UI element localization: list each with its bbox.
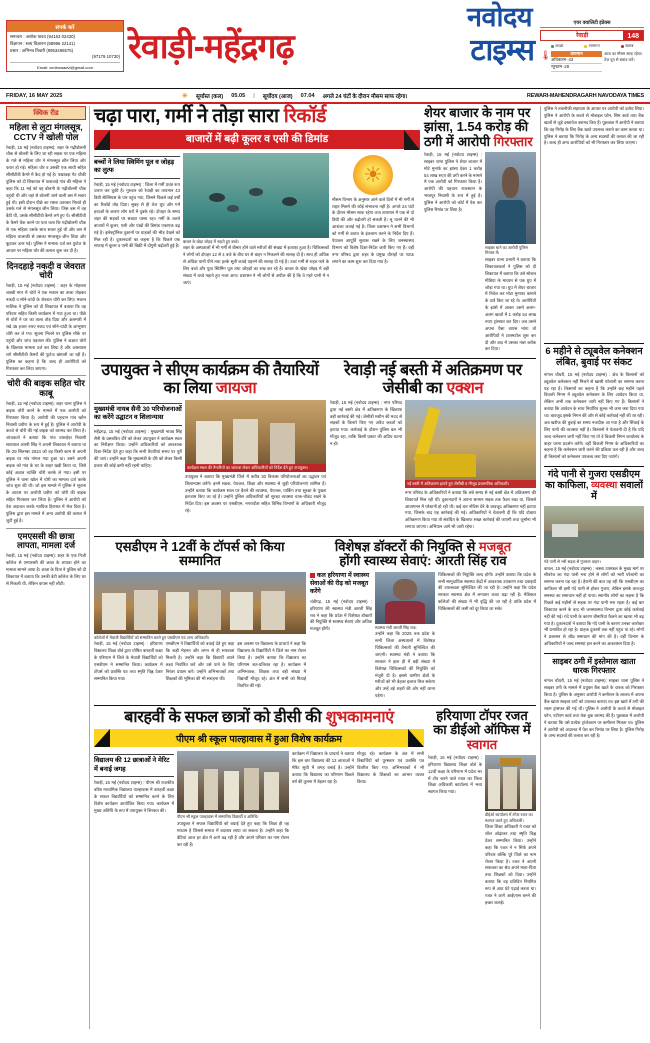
fraud-col-2	[485, 152, 536, 353]
headline-text: गंदे पानी से गुजरा एसडीएम का काफिला,	[545, 469, 640, 492]
aqi-value: 148	[623, 31, 643, 40]
story-sdm-convoy	[544, 470, 644, 648]
health-bullet-text: कल हरियाणा में स्वास्थ्य सेवाओं की रीढ़ को मजबूत करेंगे	[310, 571, 370, 596]
brief-body: रेवाड़ी, 15 मई (नवोदय टाइम्स) : शहर के मोहल्ला शास्त्री नगर में चोरों ने एक मकान का ताला तोड़कर नकदी व सोने-चांदी के जेवरात चोरी कर लिए। मकान मालिक ने पुलिस को दी शिकायत में बताया कि वह परिवार सहित किसी कार्यक्रम में गया हुआ था। पीछे से चोरों ने घर का ताला तोड़ दिया और अलमारी में रखे 45 हजार रुपए नकद एवं सोने-चांदी के आभूषण चोरी कर ले गए। सूचना मिलने पर पुलिस मौके पर पहुंची और जांच पड़ताल की। पुलिस ने अज्ञात चोरों के खिलाफ मामला दर्ज कर लिया है और आसपास लगे सीसीटीवी कैमरों की फुटेज खंगाली जा रही है। पुलिस का कहना है कि जल्द ही आरोपियों को गिरफ्तार कर लिया जाएगा।	[6, 283, 86, 371]
wishes-col3-text: कार्यक्रम में विद्यालय के प्राचार्य ने बताया कि इस बार विद्यालय की 12 छात्राओं ने मेरिट सूची में जगह बनाई है। उन्होंने बताया कि विद्यालय का परिणाम पिछले वर्ष की तुलना में बेहतर रहा है।	[292, 751, 354, 784]
contact-row: (97179 10730)	[92, 54, 120, 60]
headline-text: उपायुक्त ने सीएम कार्यक्रम की तैयारियों का लिया	[101, 362, 319, 397]
story-jcb-encroachment	[330, 362, 536, 531]
wishes-col1-text: रेवाड़ी, 15 मई (नवोदय टाइम्स) : पीएम श्री राजकीय वरिष्ठ माध्यमिक विद्यालय पाल्हावास में बारहवीं कक्षा के सफल विद्यार्थियों को सम्मानित करने के लिए विशेष कार्यक्रम आयोजित किया गया। कार्यक्रम में मुख्य अतिथि के रूप में उपायुक्त ने शिरकत की।	[94, 780, 174, 813]
third-band	[94, 540, 536, 700]
headline-text: शेयर बाजार के नाम पर झांसा, 1.54 करोड़ की ठगी में आरोपी	[424, 105, 531, 149]
sdm-col3-text: इस अवसर पर विद्यालय के प्राचार्य ने कहा कि विद्यालय के विद्यार्थियों ने जिले का नाम रोशन किया है। उन्होंने बताया कि विद्यालय का परिणाम शत-प्रतिशत रहा है। कार्यक्रम में अभिभावक, शिक्षक तथा बड़ी संख्या में विद्यार्थी मौजूद रहे। अंत में सभी को मिठाई वितरित की गई।	[237, 641, 307, 688]
sdm-photo-ceremony	[94, 572, 306, 634]
brief-item	[6, 379, 86, 524]
legend-label: अच्छा	[555, 43, 564, 48]
story-fraud-headline	[424, 106, 536, 149]
left-rail	[6, 106, 90, 1029]
aqi-legend-item	[551, 43, 564, 49]
brief-item	[6, 123, 86, 255]
dc-body	[94, 400, 326, 515]
headline-accent: रिकॉर्ड	[283, 105, 327, 127]
contact-box-title: संपर्क करें	[7, 21, 123, 32]
fraud-col-1	[424, 152, 482, 353]
headline-accent: मजबूत	[478, 539, 512, 555]
health-bullet	[310, 572, 372, 597]
topper-col1-text: रेवाड़ी, 15 मई (नवोदय टाइम्स) : हरियाणा विद्यालय शिक्षा बोर्ड के 12वीं कक्षा के परिणाम में प्रदेश भर में टॉप करने वाले रजत का जिला शिक्षा अधिकारी कार्यालय में भव्य स्वागत किया गया।	[428, 754, 482, 795]
divider	[94, 536, 536, 537]
dc-col1-text: महेंद्रगढ़, 15 मई (नवोदय टाइम्स) : मुख्यमंत्री नायब सिंह सैनी के प्रस्तावित दौरे को लेकर उपायुक्त ने कार्यक्रम स्थल का निरीक्षण किया। उन्होंने अधिकारियों को आवश्यक दिशा-निर्देश देते हुए कहा कि सभी तैयारियां समय पर पूरी की जाएं। उन्होंने कहा कि मुख्यमंत्री के दौरे को लेकर किसी प्रकार की कोई कमी नहीं रहनी चाहिए।	[94, 428, 182, 469]
sunrise-label: सूर्योदय (आज)	[262, 93, 293, 100]
dc-photo-caption: कार्यक्रम स्थल की तैयारियों का जायजा लेकर अधिकारियों को निर्देश देते हुए उपायुक्त।	[185, 464, 326, 471]
divider	[6, 375, 86, 376]
fraud-col1-text: रेवाड़ी, 15 मई (नवोदय टाइम्स) : साइबर थाना पुलिस ने शेयर बाजार में मोटे मुनाफे का झांसा देकर 1 करोड़ 54 लाख रुपए की ठगी करने के मामले में एक आरोपी को गिरफ्तार किया है। आरोपी की पहचान राजस्थान के भरतपुर निवासी के रूप में हुई है। पुलिस ने आरोपी को कोर्ट में पेश कर पुलिस रिमांड पर लिया है।	[424, 151, 482, 212]
wishes-col2-text: उपायुक्त ने सफल विद्यार्थियों को बधाई देते हुए कहा कि शिक्षा ही वह माध्यम है जिससे समाज में बदलाव लाया जा सकता है। उन्होंने कहा कि बेटियां आज हर क्षेत्र में आगे बढ़ रही हैं और अपने परिवार का नाम रोशन कर रही हैं।	[177, 820, 289, 847]
divider	[94, 705, 536, 706]
topper-col-1	[428, 755, 482, 907]
jcb-col2-text: नगर परिषद के अधिकारियों ने बताया कि लंबे समय से नई बस्ती क्षेत्र में अतिक्रमण की शिकायतें मिल रही थीं। दुकानदारों ने अपना सामान सड़क तक फैला रखा था, जिससे आवागमन में परेशानी हो रही थी। कई बार नोटिस देने के बावजूद अतिक्रमण नहीं हटाया गया, जिसके बाद यह कार्रवाई की गई। अधिकारियों ने चेतावनी दी कि यदि दोबारा अतिक्रमण किया गया तो संबंधित के खिलाफ सख्त कार्रवाई की जाएगी तथा जुर्माना भी लगाया जाएगा। अभियान आगे भी जारी रहेगा।	[405, 489, 536, 530]
contact-row: प्रसार : अभिनव तिवारी (9953496575)	[10, 47, 74, 53]
health-photo-minister	[375, 572, 435, 624]
health-col-2	[375, 572, 435, 700]
story-heat-body	[94, 153, 420, 287]
sdm-body	[94, 641, 306, 689]
divider	[544, 466, 644, 467]
aqi-city: रेवाड़ी	[576, 33, 589, 39]
story-heat-record	[94, 106, 420, 353]
dc-photo-inspection	[185, 400, 326, 472]
wishes-col-3	[292, 751, 354, 848]
aqi-legend-item	[621, 43, 634, 49]
headline-accent: गिरफ्तार	[493, 133, 533, 149]
heat-col1-text: रेवाड़ी, 15 मई (नवोदय टाइम्स) : जिला में गर्मी प्रचंड रूप धारण कर चुकी है। गुरुवार को रेवाड़ी का तापमान 43 डिग्री सेल्सियस के पार पहुंच गया, जिसने पिछले कई वर्षों का रिकॉर्ड तोड़ दिया। सुबह से ही तेज धूप और गर्म हवाओं के कारण लोग घरों में दुबके रहे। दोपहर के समय शहर की सड़कों पर सन्नाटा पसरा रहा। गर्मी के चलते बाजारों में कूलर, एसी और पंखों की डिमांड एकाएक बढ़ गई है। इलेक्ट्रॉनिक दुकानों पर ग्राहकों की भीड़ देखने को मिल रही है। दुकानदारों का कहना है कि पिछले एक सप्ताह में कूलर व एसी की बिक्री में दोगुनी बढ़ोतरी हुई है।	[94, 181, 180, 249]
topper-photo-welcome	[485, 755, 536, 811]
topper-photo-caption: डीईओ कार्यालय में टॉपर रजत का स्वागत करते हुए अधिकारी।	[485, 811, 533, 823]
wishes-photo-event	[177, 751, 289, 813]
aqi-legend-item	[584, 43, 599, 49]
story-wishes-ribbon: पीएम श्री स्कूल पाल्हावास में हुआ विशेष कार्यक्रम	[94, 729, 424, 747]
health-col3-text: चिकित्सकों की नियुक्ति जल्द होगी। उन्होंने बताया कि प्रदेश के सभी सामुदायिक स्वास्थ्य केंद्रों में आवश्यक उपकरण तथा दवाइयों की उपलब्धता सुनिश्चित की जा रही है। उन्होंने कहा कि प्रदेश सरकार स्वास्थ्य क्षेत्र में लगातार बजट बढ़ा रही है। मेडिकल कॉलेजों की संख्या में भी वृद्धि की जा रही है ताकि प्रदेश में चिकित्सकों की कमी को दूर किया जा सके।	[438, 571, 536, 612]
second-band	[94, 362, 536, 531]
headline-text: चढ़ा पारा, गर्मी ने तोड़ा सारा	[94, 105, 284, 127]
sunset-time: 05.05	[231, 92, 246, 99]
fourth-band	[94, 709, 536, 907]
headline-text: हरियाणा टॉपर रजत का डीईओ ऑफिस में	[433, 708, 531, 738]
jcb-col1-text: रेवाड़ी, 15 मई (नवोदय टाइम्स) : नगर परिषद द्वारा नई बस्ती क्षेत्र में अतिक्रमण के खिलाफ बड़ी कार्रवाई की गई। जेसीबी मशीन की मदद से सड़कों के किनारे किए गए अवैध कब्जों को हटाया गया। कार्रवाई के दौरान पुलिस बल भी मौजूद रहा, ताकि किसी प्रकार की अप्रिय घटना न हो।	[330, 399, 402, 447]
sdm-col2-text: एसडीएम ने विद्यार्थियों को बधाई देते हुए कहा कि कड़ी मेहनत और लगन से ही सफलता मिलती है। उन्होंने कहा कि विद्यार्थी अपने लक्ष्य निर्धारित करें और उसे पाने के लिए निरंतर प्रयास करें। उन्होंने अभिभावकों तथा शिक्षकों की भूमिका की भी सराहना की।	[165, 641, 235, 681]
headline-text: रेवाड़ी नई बस्ती में अतिक्रमण पर जेसीबी का	[344, 362, 522, 397]
dc-col-1	[94, 400, 182, 515]
story-heat-ribbon: बाजारों में बढ़ी कूलर व एसी की डिमांड	[94, 130, 420, 149]
english-masthead-title: REWARI-MAHENDRAGARH NAVODAYA TIMES	[526, 92, 644, 99]
sdm-photo-caption: कॉलेजों में मेधावी विद्यार्थियों को सम्मानित करते हुए एसडीएम एवं अन्य अधिकारी।	[94, 634, 210, 640]
story-dc-headline	[94, 362, 326, 397]
divider	[6, 528, 86, 529]
headline-text: एसडीएम ने 12वीं के टॉपर्स को किया	[115, 539, 285, 555]
topper-body	[428, 755, 536, 907]
legend-dot-icon	[584, 45, 587, 48]
story-jcb-headline	[330, 362, 536, 397]
brief-headline: महिला से लूटा मंगलसूत्र, CCTV ने खोली पोल	[9, 122, 83, 142]
heat-col-1	[94, 153, 180, 287]
sunrise-time: 07.04	[300, 92, 315, 99]
wishes-body	[94, 751, 424, 848]
sdm-col1-text: रेवाड़ी, 15 मई (नवोदय टाइम्स) : हरियाणा विद्यालय शिक्षा बोर्ड द्वारा घोषित बारहवीं कक्षा के परिणाम में जिले के मेधावी विद्यार्थियों को एसडीएम ने सम्मानित किया। कार्यक्रम में टॉपर्स को प्रशस्ति पत्र तथा स्मृति चिह्न देकर सम्मानित किया गया।	[94, 641, 163, 681]
weather-note: आज का मौसम साफ रहेगा। तेज धूप से बचाव करें।	[604, 51, 643, 62]
convoy-photo-road	[544, 506, 644, 558]
page-body	[0, 104, 650, 1029]
sdm-col-1	[94, 641, 163, 689]
dc-sub-kicker: मुख्यमंत्री नायब सैनी 30 परियोजनाओं का करेंगे उद्घाटन व शिलान्यास	[94, 403, 182, 426]
fraud-col2-text: साइबर थाना प्रभारी ने बताया कि शिकायतकर्ता ने पुलिस को दी शिकायत में बताया कि उसे सोशल मीडिया के माध्यम से एक ग्रुप में जोड़ा गया था। ग्रुप में शेयर बाजार में निवेश कर मोटा मुनाफा कमाने के दावे किए जा रहे थे। आरोपियों के झांसे में आकर उसने अलग-अलग खातों में 1 करोड़ 54 लाख रुपए ट्रांसफर कर दिए। जब उसने अपना पैसा वापस मांगा तो आरोपियों ने टालमटोल शुरू कर दी और बाद में उसका नंबर ब्लॉक कर दिया।	[485, 257, 536, 352]
wishes-col4-text: मौजूद रहे। कार्यक्रम के अंत में सभी विद्यार्थियों को पुरस्कार एवं प्रशस्ति पत्र वितरित किए गए। अभिभावकों ने भी विद्यालय के शिक्षकों का आभार व्यक्त किया।	[357, 751, 424, 784]
heat-col-3	[332, 153, 414, 287]
brief-item	[6, 532, 86, 588]
story-health-services	[310, 540, 536, 700]
heat-photo-caption: बावल के खेड़ा जोहड़ में नहाते हुए बच्चे।	[183, 238, 240, 244]
masthead-navodaya: नवोदय	[467, 2, 532, 32]
fraud-col3-text: पुलिस ने तकनीकी सहायता के आधार पर आरोपी को दबोच लिया। पुलिस ने आरोपी के कब्जे से मोबाइल फोन, सिम कार्ड तथा बैंक खातों से जुड़े दस्तावेज बरामद किए हैं। पूछताछ में आरोपी ने बताया कि वह गिरोह के लिए बैंक खाते उपलब्ध कराने का काम करता था। पुलिस ने बताया कि गिरोह के अन्य सदस्यों की तलाश की जा रही है। जल्द ही अन्य आरोपियों को भी गिरफ्तार कर लिया जाएगा।	[544, 106, 644, 146]
fraud-photo-caption: साइबर थाने का आरोपी पुलिस गिरफ्त में।	[485, 244, 528, 256]
brief-headline: चोरी की बाइक सहित चोर काबू	[7, 378, 85, 399]
brief-body: रेवाड़ी, 15 मई (नवोदय टाइम्स): शहर के गढ़ीबोलनी चौक से बोलनी के लिए जा रही सड़क पर एक महिला के गले से महिला चोर ने मंगलसूत्र छीन लिया और फरार हो गई। महिला चोर व उसकी एक साथी सहित सीसीटीवी कैमरे में कैद हो गई है। पखावड़ा गेट चौकी पुलिस को दी शिकायत में पाकवाड़े गांव की महिला ने कहा कि 11 मई को वह बोलनी के गढ़ीबोलनी चौक पहुंची थी और वहां से बोलनी जाने वाली बस में सवार हुई थी। इसी दौरान पीछे का रास्ता उतरकर मिलते ही उसके गले से मंगलसूत्र छीन लिया। जिस बस में वह बैठी थी, उसके सीसीटीवी कैमरे लगे हुए थे। सीसीटीवी के कैमरे चैक करने पर पता चला कि गढ़ीबोलनी चौक से एक महिला उसके साथ सवार हुई थी और बस में महिला चालाकी से उसका मंगलसूत्र छीन लिया और कूदकर उतर गई। पुलिस ने मामला दर्ज कर फुटेज के आधार पर महिला चोर की तलाश शुरू कर दी है।	[6, 144, 86, 253]
contact-box	[6, 20, 124, 72]
date-bar	[0, 88, 650, 104]
cyber-body: नांगल चौधरी, 15 मई (नवोदय टाइम्स): साइबर थाना पुलिस ने साइबर ठगी के मामले में प्रयुक्त बैंक खाते के धारक को गिरफ्तार किया है। पुलिस के अनुसार आरोपी ने कमीशन के लालच में अपना बैंक खाता साइबर ठगों को उपलब्ध कराया था। इस खाते में ठगी की रकम ट्रांसफर की गई थी। पुलिस ने आरोपी के कब्जे से मोबाइल फोन, एटीएम कार्ड तथा चेक बुक बरामद की है। पूछताछ में आरोपी ने बताया कि उसे प्रत्येक ट्रांजेक्शन पर कमीशन मिलता था। पुलिस ने आरोपी को अदालत में पेश कर रिमांड पर लिया है। पुलिस गिरोह के अन्य सदस्यों की तलाश कर रही है।	[544, 678, 645, 739]
sdm-col-2	[166, 641, 235, 689]
masthead-main-title: रेवाड़ी-महेंद्रगढ़	[128, 28, 294, 66]
temperature-max: अधिकतम -43	[551, 57, 602, 64]
heat-col-2	[183, 153, 329, 287]
temperature-block	[551, 51, 602, 72]
sdm-col-3	[237, 641, 306, 689]
brief-headline: दिनदहाड़े नकदी व जेवरात चोरी	[6, 260, 86, 281]
topper-col2-text: जिला शिक्षा अधिकारी ने रजत को शॉल ओढ़ाकर तथा स्मृति चिह्न देकर सम्मानित किया। उन्होंने कहा कि रजत ने न सिर्फ अपने परिवार बल्कि पूरे जिले का नाम रोशन किया है। रजत ने अपनी सफलता का श्रेय अपने माता-पिता तथा शिक्षकों को दिया। उन्होंने बताया कि वह प्रतिदिन नियमित रूप से आठ घंटे पढ़ाई करता था। रजत ने आगे आईएएस बनने की इच्छा जताई।	[485, 824, 536, 905]
tubewell-body: नांगल चौधरी, 15 मई (नवोदय टाइम्स) : क्षेत्र के किसानों को ट्यूबवेल कनेक्शन नहीं मिलने से खासी परेशानी का सामना करना पड़ रहा है। किसानों का कहना है कि उन्होंने छह महीने पहले बिजली निगम में ट्यूबवेल कनेक्शन के लिए आवेदन किया था, लेकिन अभी तक कनेक्शन जारी नहीं किए गए हैं। किसानों ने बताया कि आवेदन के साथ निर्धारित शुल्क भी जमा करा दिया गया था। बावजूद इसके निगम की ओर से कोई कार्रवाई नहीं की जा रही। अब खरीफ की बुवाई का समय नजदीक आ गया है और सिंचाई के लिए पानी की व्यवस्था नहीं है। किसानों ने चेतावनी दी है कि यदि जल्द कनेक्शन जारी नहीं किए गए तो वे बिजली निगम कार्यालय के बाहर धरना प्रदर्शन करेंगे। वहीं बिजली निगम के अधिकारियों का कहना है कि कनेक्शन जारी करने की प्रक्रिया चल रही है और जल्द ही किसानों को कनेक्शन उपलब्ध करा दिए जाएंगे।	[544, 371, 644, 460]
divider: |	[253, 92, 255, 99]
jcb-photo-caption: नई बस्ती में अतिक्रमण हटाते हुए जेसीबी व मौजूद प्रशासनिक अधिकारी।	[405, 480, 536, 487]
divider	[544, 343, 644, 344]
story-cyber-headline: साइबर ठगी में इस्तेमाल खाता धारक गिरफ्तार	[552, 657, 636, 676]
wishes-col-1	[94, 751, 174, 848]
weather-box	[540, 20, 644, 72]
top-band	[94, 106, 536, 353]
contact-row: विज्ञापन : सत्य विज्ञापन (98996 22141)	[10, 40, 75, 46]
health-col1-text: चंडीगढ़, 15 मई (नवोदय टाइम्स) : हरियाणा की स्वास्थ्य मंत्री आरती सिंह राव ने कहा कि प्रदेश में विशेषज्ञ डॉक्टरों की नियुक्ति से स्वास्थ्य सेवाएं और अधिक मजबूत होंगी।	[310, 598, 372, 632]
story-wishes-headline	[94, 709, 424, 726]
aqi-title: एयर क्वालिटी इंडेक्स	[540, 20, 644, 28]
headline-text: बारहवीं के सफल छात्रों को डीसी की	[124, 709, 326, 727]
brief-body: रेवाड़ी, 15 मई (नवोदय टाइम्स): शहर के एक निजी कॉलेज से एमएससी की छात्रा के लापता होने का मामला सामने आया है। छात्रा के पिता ने पुलिस को दी शिकायत में बताया कि उनकी बेटी कॉलेज के लिए घर से निकली थी, लेकिन वापस नहीं लौटी।	[6, 553, 86, 586]
health-col-3	[438, 572, 536, 700]
legend-dot-icon	[551, 45, 554, 48]
heat-col2-text: शहर के अस्पतालों में भी गर्मी से बीमार होने वाले मरीजों की संख्या में इजाफा हुआ है। चिकित्सकों ने लोगों को दोपहर 12 से 4 बजे के बीच घर से बाहर न निकलने की सलाह दी है। साथ ही अधिक से अधिक पानी पीने तथा हल्के सूती कपड़े पहनने की सलाह दी गई है। उधर गर्मी से राहत पाने के लिए बच्चे और युवा स्विमिंग पूल तथा जोहड़ों का रुख कर रहे हैं। बावल के खेड़ा जोहड़ में बड़ी संख्या में बच्चे नहाते हुए नजर आए। प्रशासन ने भी लोगों से अपील की है कि वे गहरे पानी में न जाएं।	[183, 245, 329, 285]
temperature-row	[540, 51, 644, 72]
legend-label: खराब	[625, 43, 634, 48]
sunset-label: सूर्यास्त (कल)	[196, 93, 224, 100]
heat-col3-text: मौसम विभाग के अनुसार आने वाले दिनों में भी गर्मी से राहत मिलने की कोई संभावना नहीं है। अगले 24 घंटों के दौरान मौसम साफ रहेगा तथा तापमान में एक से दो डिग्री की और बढ़ोतरी हो सकती है। लू चलने की भी आशंका जताई गई है। जिला प्रशासन ने सभी विभागों को गर्मी से बचाव के इंतजाम करने के निर्देश दिए हैं। पेयजल आपूर्ति सुचारू रखने के लिए जनस्वास्थ्य विभाग को विशेष दिशा-निर्देश जारी किए गए हैं। वहीं नगर परिषद द्वारा शहर के प्रमुख चौराहों पर प्याऊ लगाने का काम शुरू कर दिया गया है।	[332, 196, 414, 264]
wishes-col-2	[177, 751, 289, 848]
fraud-body	[424, 152, 536, 353]
story-heat-headline	[94, 106, 420, 127]
publication-date: FRIDAY, 16 MAY 2025	[6, 92, 63, 99]
wishes-col-4	[357, 751, 424, 848]
story-health-headline	[310, 540, 536, 569]
masthead-title	[128, 2, 538, 67]
sun-icon: ☀	[181, 92, 189, 100]
jcb-photo-demolition	[405, 400, 536, 488]
story-cyber-fraud	[544, 657, 644, 740]
story-share-market-fraud	[424, 106, 536, 353]
headline-accent: सम्मानित	[179, 553, 221, 569]
masthead	[0, 0, 650, 88]
right-rail-top-filler	[544, 106, 644, 338]
brief-item	[6, 262, 86, 373]
story-topper-headline	[428, 709, 536, 752]
headline-text-line2: होंगी स्वास्थ्य सेवाएं: आरती सिंह राव	[339, 553, 507, 569]
divider	[544, 653, 644, 654]
story-dc-cm-program	[94, 362, 326, 531]
divider	[6, 258, 86, 259]
right-rail	[540, 106, 644, 1029]
story-topper-welcome	[428, 709, 536, 907]
aqi-row	[540, 30, 644, 41]
health-col2-text: उन्होंने कहा कि 2025 तक प्रदेश के सभी जिला अस्पतालों में विशेषज्ञ चिकित्सकों की तैनाती सुनिश्चित की जाएगी। स्वास्थ्य मंत्री ने बताया कि सरकार ने हाल ही में बड़ी संख्या में विशेषज्ञ चिकित्सकों की नियुक्ति को मंजूरी दी है। इससे ग्रामीण क्षेत्रों के मरीजों को भी बेहतर इलाज मिल सकेगा और उन्हें बड़े शहरों की ओर नहीं जाना पड़ेगा।	[375, 631, 435, 699]
legend-dot-icon	[621, 45, 624, 48]
contact-rows	[7, 32, 123, 70]
contact-row: समाचार : अशोक यादव (94163 02430)	[10, 34, 76, 40]
jcb-body	[330, 400, 536, 531]
headline-accent: शुभकामनाएं	[325, 709, 394, 727]
story-tubewell	[544, 347, 644, 461]
contact-email: Email: vedhwaadvt@gmail.com	[10, 62, 120, 69]
health-body	[310, 572, 536, 700]
temperature-min: न्यूनतम -28	[551, 64, 602, 71]
story-tubewell-headline: 6 महीने से ट्यूबवेल कनेक्शन लंबित, बुवाई पर संकट	[545, 346, 643, 368]
fraud-photo-accused	[485, 152, 536, 244]
headline-accent: स्वागत	[466, 736, 498, 752]
headline-accent: एक्शन	[446, 379, 484, 397]
legend-label: सामान्य	[588, 43, 600, 48]
convoy-photo-caption: गंदे पानी से भरी सड़क से गुजरता वाहन।	[544, 558, 601, 564]
main-column	[94, 106, 536, 1029]
sun-graphic-icon	[353, 155, 393, 195]
health-photo-caption: स्वास्थ्य मंत्री आरती सिंह राव।	[375, 624, 417, 630]
topper-col-2	[485, 755, 536, 907]
thermometer-icon: 🌡	[540, 50, 552, 60]
headline-accent: व्यवस्था	[591, 480, 618, 492]
jcb-col-1	[330, 400, 402, 531]
dc-col2-text: उपायुक्त ने बताया कि मुख्यमंत्री जिले में करीब 30 विकास परियोजनाओं का उद्घाटन एवं शिलान्यास करेंगे। इनमें सड़क, पेयजल, शिक्षा और स्वास्थ्य से जुड़ी परियोजनाएं शामिल हैं। उन्होंने बताया कि कार्यक्रम स्थल पर बैठने की व्यवस्था, पेयजल, पार्किंग तथा सुरक्षा के पुख्ता इंतजाम किए जा रहे हैं। उन्होंने पुलिस अधिकारियों को सुरक्षा व्यवस्था चाक-चौबंद रखने के निर्देश दिए। इस अवसर पर एसडीएम, नगराधीश सहित विभिन्न विभागों के अधिकारी मौजूद रहे।	[185, 473, 326, 514]
weather-forecast: अगले 24 घंटों के दौरान मौसम साफ रहेगा।	[322, 93, 408, 100]
story-sdm-headline	[94, 540, 306, 569]
brief-headline: एमएससी की छात्रा लापता, मामला दर्ज	[16, 530, 76, 551]
masthead-times: टाइम्स	[470, 34, 534, 67]
convoy-body: बावल, 15 मई (नवोदय टाइम्स) : कस्बा उपमंडल के मुख्य मार्ग पर सीवरेज का गंदा पानी भरा होने से लोगों को भारी परेशानी का सामना करना पड़ रहा है। हैरानी की बात यह रही कि एसडीएम का काफिला भी इसी गंदे पानी से होकर गुजरा, लेकिन इसके बावजूद समस्या का समाधान नहीं हो पाया। स्थानीय लोगों का कहना है कि पिछले कई महीनों से सड़क पर गंदा पानी भरा रहता है। कई बार शिकायत करने के बाद भी जनस्वास्थ्य विभाग द्वारा कोई कार्रवाई नहीं की गई। गंदे पानी के कारण बीमारियां फैलने का खतरा भी बढ़ गया है। दुकानदारों ने बताया कि गंदे पानी के कारण उनका कारोबार भी प्रभावित हो रहा है। ग्राहक दुकानों तक नहीं पहुंच पा रहे। लोगों ने प्रशासन से शीघ्र समाधान की मांग की है। वहीं विभाग के अधिकारियों ने जल्द समस्या हल करने का आश्वासन दिया है।	[544, 565, 644, 647]
quick-read-tab: क्विक रीड	[6, 106, 86, 120]
bullet-marker-icon	[310, 573, 315, 579]
heat-sub-kicker: बच्चों ने लिया स्विमिंग पूल व जोहड़ का लुत्फ	[94, 156, 180, 179]
brief-body: रेवाड़ी, 15 मई (नवोदय टाइम्स): शहर थाना पुलिस ने बाइक चोरी करने के मामले में एक आरोपी को गिरफ्तार किया है। आरोपी की पहचान गांव खरैन निवासी प्रवीण के रूप में हुई है। पुलिस ने आरोपी के कब्जे से चोरी की गई बाइक को बरामद कर लिया है। जांचकर्ता ने बताया कि गांव धारूहेड़ा निवासी सत्यपाल अपनी सिंह ने अपनी शिकायत में बताया था कि 29 सितम्बर 2024 को वह किसी काम से अपनी बाइक पर गांव नांगल गया हुआ था। उसने अपनी बाइक को गांव के घर के बाहर खड़ी किया था, जिसे कोई अज्ञात व्यक्ति चोरी करके ले गया। इसी पर पुलिस ने थाना खोल में चोरी का मामला दर्ज करके जांच शुरू की थी। जो इस मामले में पुलिस ने सूचना के आधार पर आरोपी प्रवीण को चोरी की बाइक सहित गिरफ्तार कर लिया है। पुलिस ने आरोपी को पेश अदालत करके न्यायिक हिरासत में भेज दिया है। पुलिस द्वारा इस मामले में अन्य आरोपी की तलाश में जुटी हुई है।	[6, 400, 86, 523]
dc-col-2	[185, 400, 326, 515]
temperature-heading: तापमान	[551, 51, 602, 57]
story-dc-wishes	[94, 709, 424, 907]
health-col-1	[310, 572, 372, 700]
story-sdm-toppers	[94, 540, 306, 700]
jcb-col-2	[405, 400, 536, 531]
aqi-legend	[540, 43, 644, 49]
wishes-photo-caption: पीएम श्री स्कूल पाल्हावास में सम्मानित विद्यार्थी व अतिथि।	[177, 814, 259, 820]
story-convoy-headline	[544, 470, 644, 503]
wishes-sub-kicker: विद्यालय की 12 छात्राओं ने मेरिट में बनाई जगह	[94, 754, 174, 777]
headline-accent: जायजा	[215, 379, 257, 397]
divider	[94, 358, 536, 359]
heat-photo-swimmers	[183, 153, 329, 238]
headline-text-end: सवालों में	[591, 480, 643, 503]
headline-text: विशेषज्ञ डॉक्टरों की नियुक्ति से	[334, 539, 479, 555]
